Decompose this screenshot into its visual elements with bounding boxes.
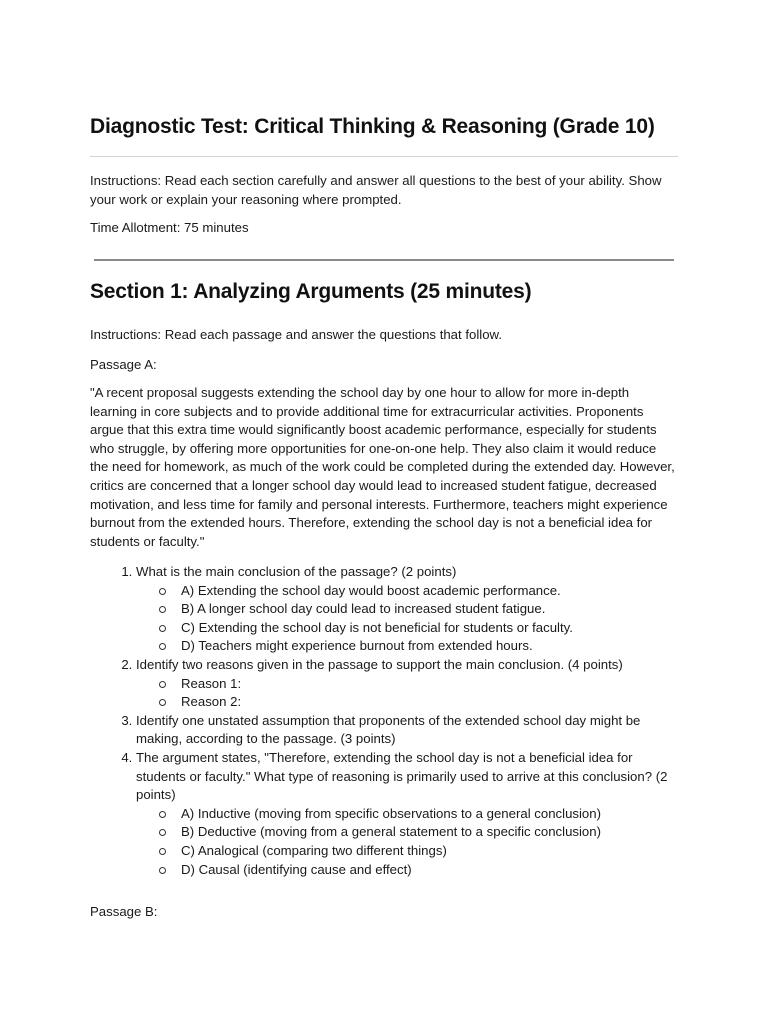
question-text: The argument states, "Therefore, extending the school day is not a beneficial idea for students or faculty." What type of reasoning is primarily used to arrive at this conclusion? (2 points) [136,749,668,803]
question-item [136,749,678,879]
section-divider [94,259,674,261]
section-instructions: Instructions: Read each passage and answer the questions that follow. [90,327,502,342]
answer-option: B) A longer school day could lead to increased student fatigue. [181,600,678,619]
title-divider [90,156,678,157]
time-allotment: Time Allotment: 75 minutes [90,220,249,235]
question-text: Identify one unstated assumption that proponents of the extended school day might be making, according to the passage. (3 points) [136,712,641,747]
question-list [90,563,678,879]
question-text: What is the main conclusion of the passage? (2 points) [136,564,457,579]
document-title: Diagnostic Test: Critical Thinking & Reasoning (Grade 10) [90,115,655,138]
section-heading: Section 1: Analyzing Arguments (25 minutes) [90,280,532,303]
question-item [136,712,678,749]
question-item [136,656,678,712]
passage-a-text: "A recent proposal suggests extending the school day by one hour to allow for more in-depth learning in core subjects and to provide additional time for extracurricular activities. Proponents argue that this extra time would significantly boost academic performance, especially for students who struggle, by offering more opportunities for one-on-one help. They also claim it would reduce the need for homework, as much of the work could be completed during the extended day. However, critics are concerned that a longer school day would lead to increased student fatigue, decreased motivation, and less time for family and personal interests. Furthermore, teachers might experience burnout from the extended hours. Therefore, extending the school day is not a beneficial idea for students or faculty." [90,385,675,549]
option-list [136,582,678,656]
question-text: Identify two reasons given in the passage to support the main conclusion. (4 points) [136,656,623,672]
answer-option: Reason 2: [181,693,678,712]
answer-option: C) Analogical (comparing two different things) [181,842,678,861]
answer-option: A) Extending the school day would boost academic performance. [181,582,678,601]
passage-a-label: Passage A: [90,357,157,372]
option-list [136,675,678,712]
passage-b-label: Passage B: [90,904,158,919]
answer-option: A) Inductive (moving from specific observations to a general conclusion) [181,805,678,824]
answer-option: C) Extending the school day is not beneficial for students or faculty. [181,619,678,638]
question-item [136,563,678,656]
test-instructions: Instructions: Read each section carefully and answer all questions to the best of your ability. Show your work or explain your reasoning where prompted. [90,173,662,207]
answer-option: D) Teachers might experience burnout from extended hours. [181,637,678,656]
answer-option: B) Deductive (moving from a general statement to a specific conclusion) [181,823,678,842]
answer-option: Reason 1: [181,675,678,694]
option-list [136,805,678,879]
answer-option: D) Causal (identifying cause and effect) [181,861,678,880]
